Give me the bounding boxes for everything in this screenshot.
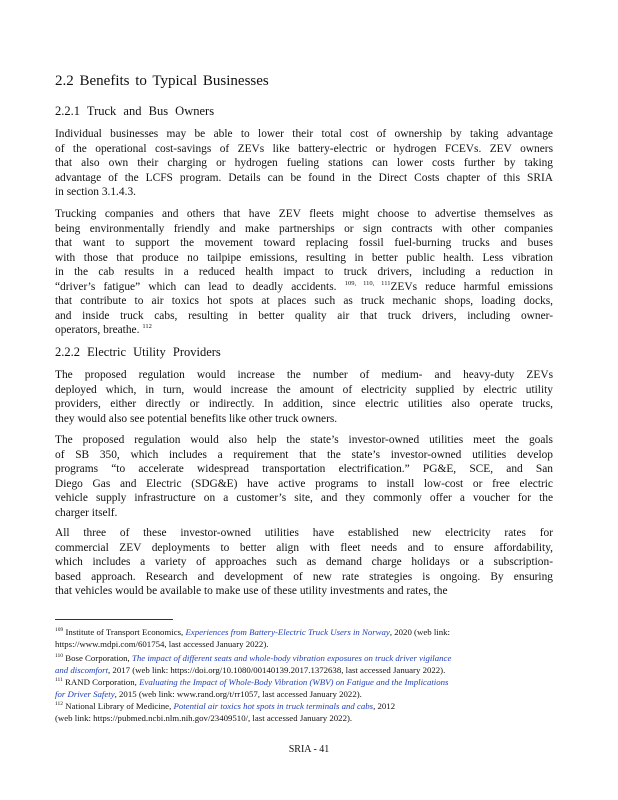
text-line: based approach. Research and development of new rate strategies is ongoing. By ensuring — [55, 570, 553, 583]
footnote-ref-112[interactable]: 112 — [142, 323, 152, 330]
footnote-link[interactable]: The impact of different seats and whole-body vibration exposures on truck driver vigilance — [131, 653, 452, 663]
text-line: being environmentally friendly and make partnerships or sign contracts with other companies — [55, 222, 553, 235]
footnote-number: 110 — [55, 653, 64, 659]
paragraph-rates — [55, 526, 553, 599]
text-line: they would also see potential benefits like other truck owners. — [55, 412, 338, 425]
text-line: deployed which, in turn, would increase the amount of electricity supplied by electric utility — [55, 383, 553, 396]
footnote-link[interactable]: for Driver Safety — [55, 688, 115, 699]
text-line: providers, either directly or indirectly. In addition, since electric utilities also operate trucks, — [55, 398, 553, 410]
subsection-heading-utility: 2.2.2 Electric Utility Providers — [55, 345, 221, 359]
footnote-divider — [55, 619, 173, 620]
text-line: of SB 350, which includes a requirement that the state’s investor-owned utilities develop — [55, 448, 553, 461]
footnote-text: Institute of Transport Economics, — [65, 627, 186, 637]
text-line: charger itself. — [55, 506, 118, 519]
footnote-text: (web link: https://pubmed.ncbi.nlm.nih.gov/23409510/, last accessed January 2022). — [55, 712, 353, 723]
footnote-link[interactable]: Evaluating the Impact of Whole-Body Vibration (WBV) on Fatigue and the Implications — [139, 677, 449, 687]
subsection-heading-truck-bus: 2.2.1 Truck and Bus Owners — [55, 104, 215, 118]
text-line: that want to support the movement toward replacing fossil fuel-burning trucks and buses — [55, 237, 553, 249]
text-line: that vehicles would be available to make use of these utility investments and rates, the — [55, 585, 448, 597]
footnote-text: National Library of Medicine, — [65, 701, 174, 711]
text-line: Diego Gas and Electric (SDG&E) have active programs to install low-cost or free electric — [55, 477, 553, 490]
paragraph-zev-fleets — [55, 207, 553, 338]
text-line: and inside truck cabs, resulting in better quality air that truck drivers, including owner- — [55, 309, 553, 322]
paragraph-cost-of-ownership — [55, 127, 553, 200]
text-line: Individual businesses may be able to lower their total cost of ownership by taking advantage — [55, 128, 553, 140]
footnote-link[interactable]: Experiences from Battery-Electric Truck Users in Norway — [185, 627, 390, 637]
paragraph-sb350 — [55, 433, 553, 520]
footnote-text: , 2015 (web link: www.rand.org/t/rr1057, last accessed January 2022). — [114, 688, 362, 699]
text-line: commercial ZEV deployments to better align with fleet needs and to ensure affordability, — [55, 541, 553, 554]
text-line: All three of these investor-owned utilities have established new electricity rates for — [55, 527, 553, 539]
footnote-ref-109-111[interactable]: 109, 110, 111 — [344, 279, 391, 287]
text-line: in the cab results in a reduced health impact to truck drivers, including a reduction in — [55, 266, 553, 278]
text-line: that also own their charging or hydrogen fueling stations can lower costs further by taking — [55, 157, 553, 169]
footnote-112 — [55, 701, 553, 724]
text-line: which includes a variety of approaches such as demand charge holidays or a subscription- — [55, 556, 553, 568]
footnote-number: 112 — [55, 701, 64, 707]
footnote-number: 109 — [55, 627, 64, 633]
text-line: programs “to accelerate widespread transportation electrification.” PG&E, SCE, and San — [55, 463, 553, 475]
text-segment: ZEVs reduce harmful emissions — [390, 280, 553, 293]
footnote-text: https://www.mdpi.com/601754, last accessed January 2022). — [55, 638, 269, 649]
text-line: of the operational cost-savings of ZEVs like battery-electric or hydrogen FCEVs. ZEV owners — [55, 142, 553, 155]
footnote-111 — [55, 677, 553, 700]
footnote-link[interactable]: and discomfort — [55, 664, 109, 675]
text-line: with those that produce no tailpipe emissions, resulting in better public health. Less vibration — [55, 251, 553, 264]
text-line: The proposed regulation would increase the number of medium- and heavy-duty ZEVs — [55, 369, 553, 381]
text-line: that contribute to air toxics hot spots at places such as truck mechanic shops, loading docks, — [55, 295, 553, 307]
text-line — [55, 280, 553, 295]
footnote-text: , 2017 (web link: https://doi.org/10.1080/00140139.2017.1372638, last accessed January 2022). — [108, 664, 446, 675]
text-line: advantage of the LCFS program. Details can be found in the Direct Costs chapter of this SRIA — [55, 171, 553, 184]
text-line: vehicle supply infrastructure on a customer’s site, and they commonly offer a voucher for the — [55, 492, 553, 504]
text-line — [55, 323, 553, 338]
text-segment: “driver’s fatigue” which can lead to deadly accidents. — [55, 280, 337, 293]
footnote-link[interactable]: Potential air toxics hot spots in truck terminals and cabs — [173, 701, 374, 711]
text-line: The proposed regulation would also help the state’s investor-owned utilities meet the goals — [55, 434, 553, 446]
footnote-number: 111 — [55, 677, 63, 683]
footnote-text: RAND Corporation, — [65, 677, 140, 687]
footnote-109 — [55, 627, 553, 650]
footnote-text: , 2020 (web link: — [389, 627, 450, 637]
footnote-text: Bose Corporation, — [65, 653, 132, 663]
text-line: in section 3.1.4.3. — [55, 186, 136, 198]
footnote-110 — [55, 653, 553, 676]
footnote-text: , 2012 — [373, 701, 396, 711]
paragraph-electricity-supply — [55, 368, 553, 426]
text-segment: operators, breathe. — [55, 324, 140, 336]
page-number: SRIA - 41 — [288, 744, 330, 755]
text-line: Trucking companies and others that have ZEV fleets might choose to advertise themselves as — [55, 208, 553, 220]
section-heading: 2.2 Benefits to Typical Businesses — [55, 73, 269, 89]
